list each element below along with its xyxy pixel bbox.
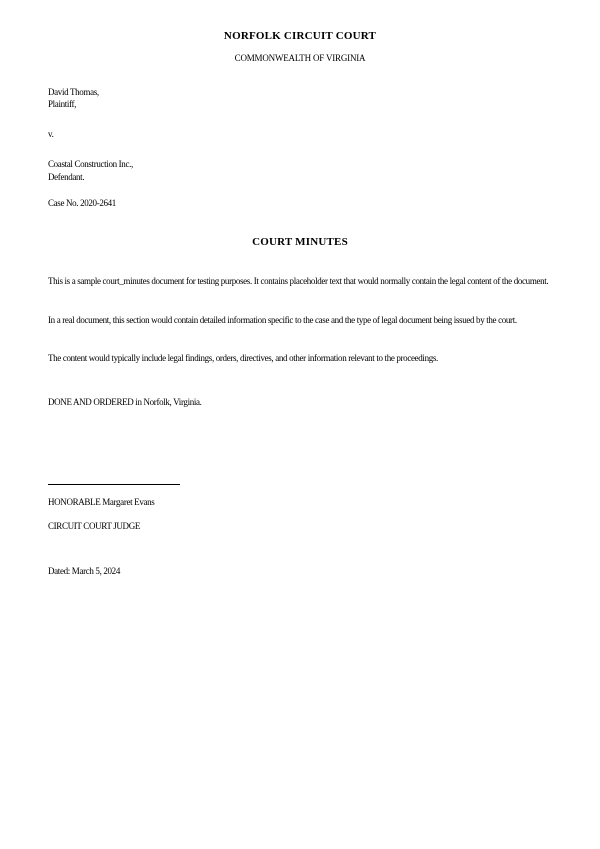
document-title: COURT MINUTES — [252, 236, 348, 248]
defendant-name: Coastal Construction Inc., — [48, 159, 133, 169]
court-name: NORFOLK CIRCUIT COURT — [223, 30, 377, 42]
versus-label: v. — [48, 129, 54, 139]
jurisdiction: COMMONWEALTH OF VIRGINIA — [234, 53, 366, 63]
body-paragraph-3: The content would typically include legal findings, orders, directives, and other information relevant to the proceedings. — [48, 353, 438, 363]
signature-line — [48, 484, 180, 485]
body-paragraph-1: This is a sample court_minutes document for testing purposes. It contains placeholder text that would normally contain the legal content of the document. — [48, 276, 549, 286]
done-and-ordered: DONE AND ORDERED in Norfolk, Virginia. — [48, 397, 202, 407]
judge-title: CIRCUIT COURT JUDGE — [48, 521, 140, 531]
plaintiff-role: Plaintiff, — [48, 99, 77, 109]
case-number: Case No. 2020-2641 — [48, 198, 116, 208]
plaintiff-name: David Thomas, — [48, 87, 99, 97]
judge-name: HONORABLE Margaret Evans — [48, 497, 155, 507]
defendant-role: Defendant. — [48, 172, 85, 182]
body-paragraph-2: In a real document, this section would contain detailed information specific to the case and the type of legal document being issued by the court. — [48, 315, 517, 325]
dated-line: Dated: March 5, 2024 — [48, 566, 120, 576]
